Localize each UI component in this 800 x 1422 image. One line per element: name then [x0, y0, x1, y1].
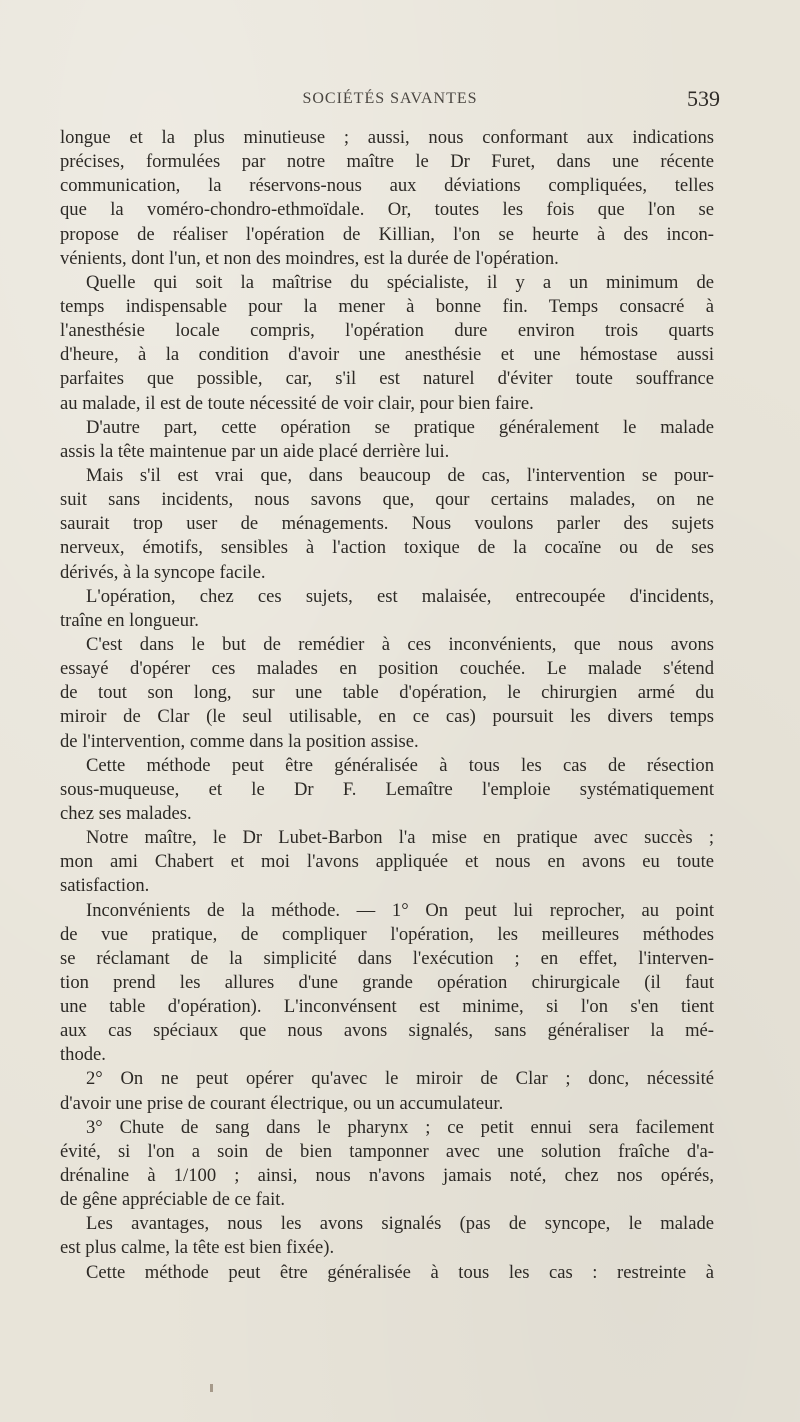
running-title: SOCIÉTÉS SAVANTES [302, 90, 478, 107]
body-text [60, 126, 714, 1285]
text-line: Inconvénients de la méthode. — 1° On peut lui reprocher, au point [86, 899, 714, 921]
text-line: Notre maître, le Dr Lubet-Barbon l'a mise en pratique avec succès ; [86, 827, 714, 849]
text-line: de tout son long, sur une table d'opération, le chirurgien armé du [60, 682, 714, 704]
text-line: de vue pratique, de compliquer l'opération, les meilleures méthodes [60, 923, 714, 945]
text-line: au malade, il est de toute nécessité de voir clair, pour bien faire. [60, 392, 534, 414]
text-line: communication, la réservons-nous aux déviations compliquées, telles [60, 175, 714, 197]
text-line: se réclamant de la simplicité dans l'exécution ; en effet, l'interven- [60, 947, 714, 969]
text-line: parfaites que possible, car, s'il est naturel d'éviter toute souffrance [60, 368, 714, 390]
ink-speck [210, 1384, 213, 1392]
text-line: essayé d'opérer ces malades en position couchée. Le malade s'étend [60, 658, 714, 680]
text-line: Cette méthode peut être généralisée à tous les cas de résection [86, 754, 714, 776]
text-line: dérivés, à la syncope facile. [60, 561, 266, 583]
text-line: chez ses malades. [60, 802, 192, 824]
text-line: longue et la plus minutieuse ; aussi, nous conformant aux indications [60, 127, 714, 148]
text-line: drénaline à 1/100 ; ainsi, nous n'avons jamais noté, chez nos opérés, [60, 1165, 714, 1187]
page-header [60, 86, 720, 116]
text-line: d'avoir une prise de courant électrique, ou un accumulateur. [60, 1092, 504, 1114]
text-line: 3° Chute de sang dans le pharynx ; ce petit ennui sera facilement [86, 1116, 714, 1138]
text-line: assis la tête maintenue par un aide placé derrière lui. [60, 440, 450, 462]
text-line: Mais s'il est vrai que, dans beaucoup de cas, l'intervention se pour- [86, 464, 714, 486]
text-line: de gêne appréciable de ce fait. [60, 1189, 286, 1211]
text-line: aux cas spéciaux que nous avons signalés, sans généraliser la mé- [60, 1020, 714, 1042]
text-line: d'heure, à la condition d'avoir une anesthésie et une hémostase aussi [60, 344, 714, 366]
text-line: thode. [60, 1044, 106, 1066]
text-line: une table d'opération). L'inconvénsent est minime, si l'on s'en tient [60, 996, 714, 1018]
text-line: suit sans incidents, nous savons que, qour certains malades, on ne [60, 489, 714, 511]
text-line: de l'intervention, comme dans la position assise. [60, 730, 419, 752]
text-line: satisfaction. [60, 875, 150, 897]
text-line: mon ami Chabert et moi l'avons appliquée et nous en avons eu toute [60, 851, 714, 873]
text-line: évité, si l'on a soin de bien tamponner avec une solution fraîche d'a- [60, 1140, 714, 1162]
text-line: nerveux, émotifs, sensibles à l'action toxique de la cocaïne ou de ses [60, 537, 714, 559]
text-line: 2° On ne peut opérer qu'avec le miroir de Clar ; donc, nécessité [86, 1068, 714, 1090]
text-line: Les avantages, nous les avons signalés (pas de syncope, le malade [86, 1213, 714, 1235]
page-number: 539 [687, 86, 720, 111]
text-line: propose de réaliser l'opération de Killian, l'on se heurte à des incon- [60, 223, 714, 245]
text-line: l'anesthésie locale compris, l'opération dure environ trois quarts [60, 320, 714, 342]
text-line: précises, formulées par notre maître le Dr Furet, dans une récente [60, 151, 714, 173]
text-line: Cette méthode peut être généralisée à tous les cas : restreinte à [86, 1261, 714, 1283]
text-line: est plus calme, la tête est bien fixée). [60, 1237, 335, 1259]
text-line: Quelle qui soit la maîtrise du spécialiste, il y a un minimum de [86, 271, 714, 293]
text-line: L'opération, chez ces sujets, est malaisée, entrecoupée d'incidents, [86, 585, 714, 607]
text-line: traîne en longueur. [60, 609, 199, 631]
text-line: que la voméro-chondro-ethmoïdale. Or, toutes les fois que l'on se [60, 199, 714, 221]
text-line: sous-muqueuse, et le Dr F. Lemaître l'emploie systématiquement [60, 778, 714, 800]
text-line: vénients, dont l'un, et non des moindres, est la durée de l'opération. [60, 247, 559, 269]
text-line: temps indispensable pour la mener à bonne fin. Temps consacré à [60, 295, 714, 317]
text-line: tion prend les allures d'une grande opération chirurgicale (il faut [60, 971, 714, 993]
text-line: C'est dans le but de remédier à ces inconvénients, que nous avons [86, 633, 714, 655]
text-line: miroir de Clar (le seul utilisable, en ce cas) poursuit les divers temps [60, 706, 714, 728]
text-line: saurait trop user de ménagements. Nous voulons parler des sujets [60, 513, 714, 535]
text-line: D'autre part, cette opération se pratique généralement le malade [86, 416, 714, 438]
